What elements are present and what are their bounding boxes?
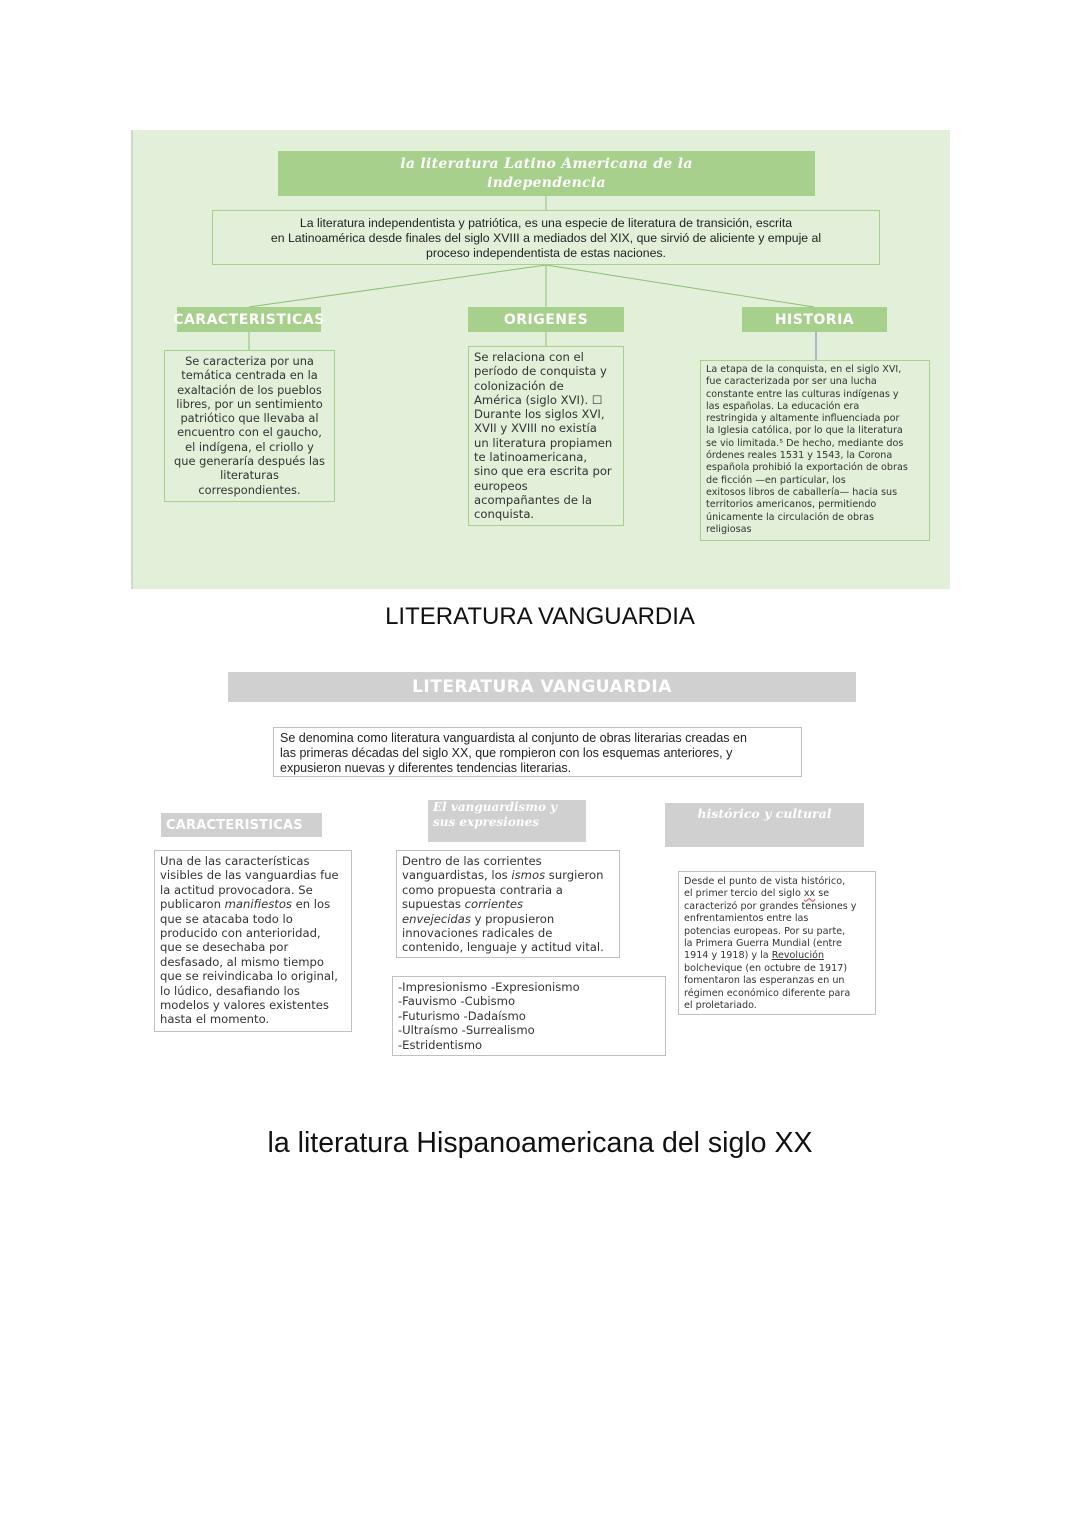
text-line: régimen económico diferente para: [684, 987, 851, 999]
text-line: innovaciones radicales de: [402, 926, 553, 941]
intro-line: proceso independentista de estas naciones.: [426, 246, 666, 260]
text-fragment: 1914 y 1918) y la: [684, 950, 772, 962]
category-label: histórico y cultural: [697, 806, 832, 821]
text-line: [402, 868, 614, 882]
text-line: Se denomina como literatura vanguardista al conjunto de obras literarias creadas en: [280, 731, 747, 745]
category-origenes: [468, 307, 624, 332]
text-line: [684, 950, 870, 962]
vanguardia-category-historico: [665, 803, 864, 847]
intro-line: en Latinoamérica desde finales del siglo XVIII a mediados del XIX, que sirvió de aliciente y empuje al: [270, 231, 822, 245]
list-item: -Estridentismo: [398, 1037, 483, 1052]
text-line: te latinoamericana,: [474, 450, 588, 465]
list-item: -Ultraísmo -Surrealismo: [398, 1023, 535, 1038]
text-line: la Primera Guerra Mundial (entre: [684, 938, 842, 950]
intro-line: La literatura independentista y patriótica, es una especie de literatura de transición, escrita: [299, 216, 793, 230]
text-line: la actitud provocadora. Se: [160, 882, 313, 897]
text-fragment: y propusieron: [470, 911, 555, 926]
text-line: desfasado, al mismo tiempo: [160, 954, 324, 969]
text-line: exaltación de los pueblos: [177, 382, 322, 397]
category-label: HISTORIA: [774, 311, 855, 328]
text-line: fomentaron las esperanzas en un: [684, 975, 845, 987]
text-line: las españolas. La educación era: [706, 400, 860, 412]
text-line: se vio limitada.⁵ De hecho, mediante dos: [706, 437, 904, 449]
text-line: América (siglo XVI). ☐: [474, 392, 603, 407]
spellcheck-flagged-word: xx: [803, 888, 816, 900]
text-fragment: se: [815, 888, 830, 900]
text-line: Dentro de las corrientes: [402, 854, 542, 868]
category-label-line1: El vanguardismo y: [433, 800, 558, 814]
text-line: fue caracterizada por ser una lucha: [706, 376, 877, 388]
list-item: -Impresionismo -Expresionismo: [398, 980, 580, 994]
text-line: las primeras décadas del siglo XX, que rompieron con los esquemas anteriores, y: [280, 746, 733, 760]
text-line: restringida y altamente influenciada por: [706, 413, 900, 425]
italic-term: corrientes: [464, 897, 524, 912]
text-line: Se caracteriza por una: [185, 354, 314, 368]
text-line: producido con anterioridad,: [160, 926, 321, 941]
vanguardia-map-title: [228, 672, 856, 702]
text-fragment: supuestas: [402, 897, 465, 912]
ismos-list: [392, 976, 666, 1056]
text-line: literaturas: [220, 468, 279, 483]
text-fragment: vanguardistas, los: [402, 868, 512, 883]
text-line: religiosas: [706, 523, 752, 535]
text-line: que generaría después las: [174, 454, 325, 469]
text-line: libres, por un sentimiento: [176, 396, 323, 411]
map-title-line2: independencia: [487, 174, 606, 191]
text-line: [684, 888, 870, 900]
text-line: La etapa de la conquista, en el siglo XVI,: [706, 364, 902, 375]
italic-term: envejecidas: [402, 911, 471, 926]
text-line: de ficción —en particular, los: [706, 474, 846, 486]
text-line: como propuesta contraria a: [402, 882, 563, 897]
section-heading-vanguardia: LITERATURA VANGUARDIA: [385, 603, 695, 630]
text-line: que se reivindicaba lo original,: [160, 969, 338, 984]
text-line: encuentro con el gaucho,: [177, 425, 322, 440]
text-line: Una de las características: [160, 854, 310, 868]
text-line: correspondientes.: [198, 482, 301, 497]
italic-term: ismos: [511, 868, 546, 883]
caracteristicas-description: [164, 350, 335, 502]
category-historia: [742, 307, 887, 332]
historia-description: [700, 360, 930, 541]
vanguardia-expresiones-description: [396, 850, 620, 958]
category-label-line2: sus expresiones: [433, 815, 539, 829]
text-line: la Iglesia católica, por lo que la literatura: [706, 425, 903, 437]
text-line: constante entre las culturas indígenas y: [706, 388, 899, 400]
text-line: el proletariado.: [684, 1000, 757, 1012]
text-fragment: el primer tercio del siglo: [684, 888, 804, 900]
text-line: potencias europeas. Por su parte,: [684, 925, 846, 937]
origenes-description: [468, 346, 624, 526]
text-line: hasta el momento.: [160, 1012, 270, 1027]
text-line: temática centrada en la: [181, 368, 318, 383]
text-fragment: surgieron: [545, 868, 604, 883]
text-line: española prohibió la exportación de obras: [706, 462, 908, 474]
italic-term: manifiestos: [224, 897, 292, 912]
category-label: CARACTERISTICAS: [166, 817, 303, 833]
text-line: un literatura propiamen: [474, 435, 613, 450]
revolucion-link[interactable]: Revolución: [771, 950, 825, 962]
text-line: [402, 897, 614, 911]
text-line: Desde el punto de vista histórico,: [684, 876, 846, 887]
text-line: enfrentamientos entre las: [684, 913, 809, 925]
text-line: colonización de: [474, 378, 564, 393]
text-line: caracterizó por grandes tensiones y: [684, 900, 857, 912]
text-line: modelos y valores existentes: [160, 998, 329, 1013]
text-line: únicamente la circulación de obras: [706, 511, 874, 523]
text-line: visibles de las vanguardias fue: [160, 868, 339, 883]
text-line: exitosos libros de caballería— hacia sus: [706, 486, 898, 498]
text-line: contenido, lenguaje y actitud vital.: [402, 940, 604, 955]
section-heading-hispanoamericana: la literatura Hispanoamericana del siglo XX: [267, 1127, 813, 1159]
text-line: [160, 897, 346, 911]
vanguardia-caracteristicas-description: [154, 850, 352, 1032]
text-line: período de conquista y: [474, 364, 607, 379]
map-title: [278, 151, 815, 196]
text-line: sino que era escrita por: [474, 464, 612, 479]
text-line: [402, 912, 614, 926]
list-item: -Futurismo -Dadaísmo: [398, 1008, 526, 1023]
text-fragment: en los: [291, 897, 331, 912]
intro-box: [212, 210, 880, 265]
text-fragment: publicaron: [160, 897, 225, 912]
text-line: que se atacaba todo lo: [160, 911, 293, 926]
category-label: ORIGENES: [503, 311, 589, 328]
vanguardia-category-expresiones: [428, 800, 586, 842]
text-line: territorios americanos, permitiendo: [706, 499, 877, 511]
text-line: XVII y XVIII no existía: [474, 421, 597, 436]
category-caracteristicas: [173, 307, 325, 332]
text-line: bolchevique (en octubre de 1917): [684, 962, 848, 974]
text-line: europeos: [474, 478, 528, 493]
map-title-line1: la literatura Latino Americana de la: [400, 155, 693, 172]
text-line: órdenes reales 1531 y 1543, la Corona: [706, 450, 893, 462]
text-line: expusieron nuevas y diferentes tendencias literarias.: [280, 761, 572, 775]
text-line: Se relaciona con el: [474, 350, 584, 364]
text-line: patriótico que llevaba al: [180, 411, 319, 426]
text-line: Durante los siglos XVI,: [474, 407, 605, 422]
text-line: acompañantes de la: [474, 492, 593, 507]
text-line: que se desechaba por: [160, 940, 289, 955]
category-label: CARACTERISTICAS: [173, 311, 325, 328]
text-line: el indígena, el criollo y: [185, 439, 314, 454]
vanguardia-historico-description: [678, 871, 876, 1015]
text-line: conquista.: [474, 507, 535, 522]
list-item: -Fauvismo -Cubismo: [398, 994, 516, 1009]
vanguardia-category-caracteristicas: [161, 813, 322, 837]
vanguardia-intro-box: [273, 727, 802, 777]
vanguardia-title-label: LITERATURA VANGUARDIA: [412, 677, 672, 697]
text-line: lo lúdico, desafiando los: [160, 983, 300, 998]
